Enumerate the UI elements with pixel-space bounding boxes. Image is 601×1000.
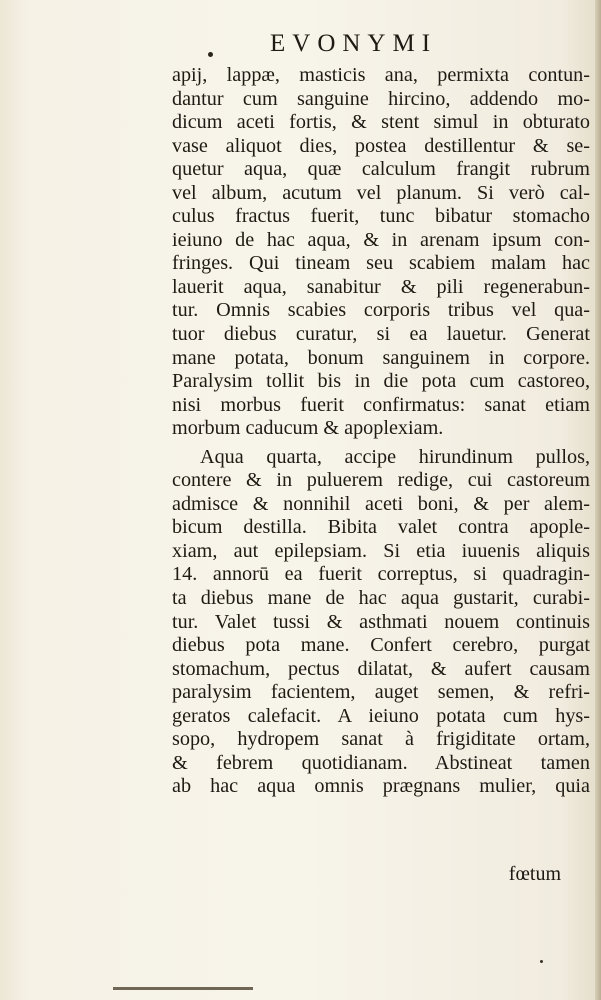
text-line: ieiuno de hac aqua, & in arenam ipsum con- xyxy=(172,228,590,251)
text-line: geratos calefacit. A ieiuno potata cum hys- xyxy=(172,704,590,727)
text-line: tur. Omnis scabies corporis tribus vel qua- xyxy=(172,299,590,322)
text-line: nisi morbus fuerit confirmatus: sanat etiam xyxy=(172,393,590,416)
text-line: Paralysim tollit bis in die pota cum castoreo, xyxy=(172,370,590,393)
text-line: lauerit aqua, sanabitur & pili regenerabun- xyxy=(172,275,590,298)
body-text xyxy=(172,64,590,799)
bottom-rule xyxy=(113,987,253,990)
text-line: Aqua quarta, accipe hirundinum pullos, xyxy=(200,445,590,468)
text-line: sopo, hydropem sanat à frigiditate ortam, xyxy=(172,728,590,751)
text-line: stomachum, pectus dilatat, & aufert causam xyxy=(172,657,590,680)
text-line: apij, lappæ, masticis ana, permixta contun- xyxy=(172,64,590,86)
text-line: quetur aqua, quæ calculum frangit rubrum xyxy=(172,158,590,181)
text-line: & febrem quotidianam. Abstineat tamen xyxy=(172,751,590,774)
text-line: culus fractus fuerit, tunc bibatur stomacho xyxy=(172,205,590,228)
text-line: mane potata, bonum sanguinem in corpore. xyxy=(172,346,590,369)
running-title: EVONYMI xyxy=(270,30,438,57)
text-line: morbum caducum & apoplexiam. xyxy=(172,417,444,440)
text-line: xiam, aut epilepsiam. Si etia iuuenis aliquis xyxy=(172,539,590,562)
text-line: fringes. Qui tineam seu scabiem malam hac xyxy=(172,252,590,275)
text-line: ta diebus mane de hac aqua gustarit, curabi- xyxy=(172,587,590,610)
text-line: vel album, acutum vel planum. Si verò cal- xyxy=(172,181,590,204)
text-line: dicum aceti fortis, & stent simul in obturato xyxy=(172,111,590,134)
text-line: paralysim facientem, auget semen, & refri- xyxy=(172,681,590,704)
text-line: 14. annorū ea fuerit correptus, si quadragin- xyxy=(172,563,590,586)
text-line: admisce & nonnihil aceti boni, & per alem- xyxy=(172,492,590,515)
catchword: fœtum xyxy=(508,863,561,885)
text-line: tuor diebus curatur, si ea lauetur. Generat xyxy=(172,323,590,346)
page-edge-shadow xyxy=(595,0,601,1000)
text-line: ab hac aqua omnis prægnans mulier, quia xyxy=(172,775,590,798)
ink-dot xyxy=(208,52,213,57)
ink-speck xyxy=(540,960,543,963)
text-line: contere & in puluerem redige, cui castoreum xyxy=(172,469,590,492)
text-line: vase aliquot dies, postea destillentur & se- xyxy=(172,134,590,157)
text-line: diebus pota mane. Confert cerebro, purgat xyxy=(172,634,590,657)
text-line: dantur cum sanguine hircino, addendo mo- xyxy=(172,87,590,110)
text-line: tur. Valet tussi & asthmati nouem continuis xyxy=(172,610,590,633)
text-line: bicum destilla. Bibita valet contra apople- xyxy=(172,516,590,539)
